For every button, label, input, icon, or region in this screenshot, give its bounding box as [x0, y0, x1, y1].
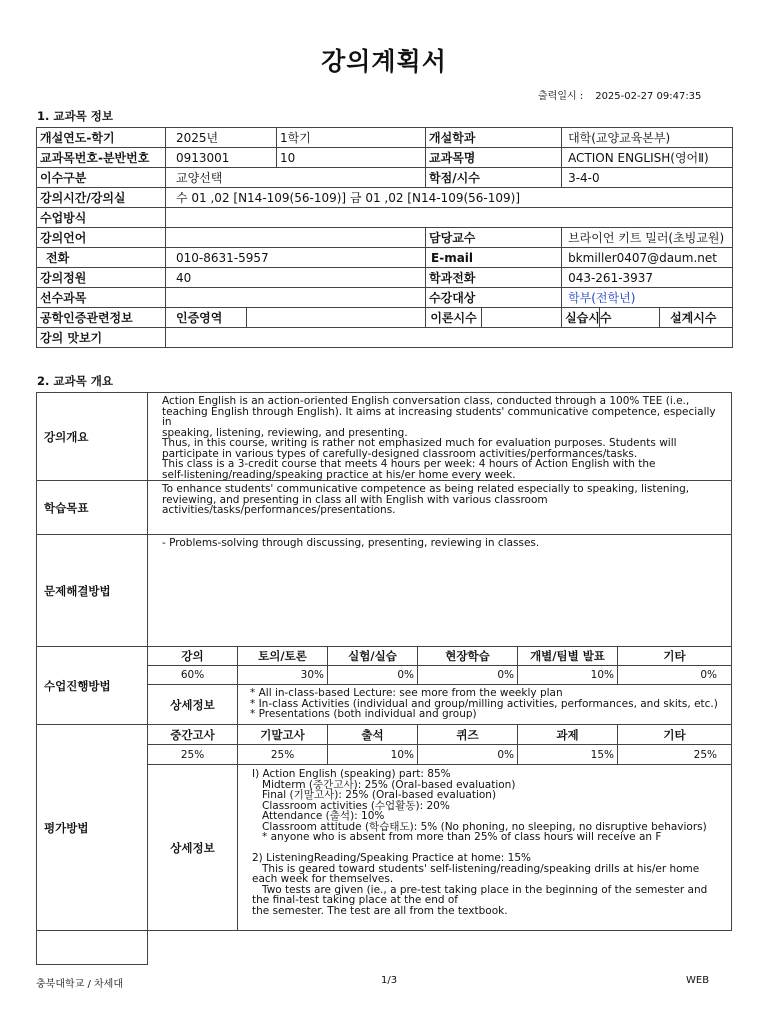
eval-value: 25% [618, 745, 732, 765]
progress-value: 60% [148, 666, 238, 685]
eval-detail-line: This is geared toward students' self-listening/reading/speaking drills at his/er home [252, 862, 700, 875]
eval-detail-line: the final-test taking place at the end of [252, 894, 458, 906]
capacity-value: 40 [166, 268, 426, 288]
phone-value: 010-8631-5957 [166, 248, 426, 268]
capacity-label: 강의정원 [37, 268, 166, 288]
eval-header: 기타 [618, 725, 732, 745]
language-value [166, 228, 426, 248]
professor-value: 브라이언 키트 밀러(초빙교원) [562, 228, 733, 248]
eval-header: 출석 [328, 725, 418, 745]
target-label: 수강대상 [426, 288, 562, 308]
eval-detail-line: each week for themselves. [252, 873, 394, 885]
progress-value: 10% [518, 666, 618, 685]
category-label: 이수구분 [37, 168, 166, 188]
footer-right: WEB [686, 975, 710, 986]
problem-line: - Problems-solving through discussing, presenting, reviewing in classes. [162, 537, 540, 549]
overview-label: 강의개요 [37, 393, 148, 481]
year-value: 2025년 [166, 128, 277, 148]
semester-value: 1학기 [277, 128, 426, 148]
progress-value: 0% [618, 666, 732, 685]
eval-detail-line: the semester. The test are all from the textbook. [252, 904, 508, 917]
practice-hours-label: 실습시수 [562, 308, 600, 328]
goal-line: To enhance students' communicative competence as being related especially to speaking, listening, [162, 483, 690, 495]
eval-value: 15% [518, 745, 618, 765]
page-title: 강의계획서 [321, 47, 447, 76]
progress-method-label: 수업진행방법 [37, 647, 148, 725]
eval-detail-label: 상세정보 [148, 765, 238, 931]
empty-label-cell [37, 931, 148, 965]
problem-solving-label: 문제해결방법 [37, 535, 148, 647]
overview-line: Action English is an action-oriented English conversation class, conducted through a 100% TEE (i.e., [162, 395, 690, 407]
footer-left: 충북대학교 / 차세대 [36, 979, 124, 990]
course-name-label: 교과목명 [426, 148, 562, 168]
design-hours-label: 설계시수 [660, 308, 733, 328]
dept-phone-label: 학과전화 [426, 268, 562, 288]
course-name-value: ACTION ENGLISH(영어Ⅱ) [562, 148, 733, 168]
eval-value: 25% [148, 745, 238, 765]
goal-label: 학습목표 [37, 481, 148, 535]
section-title-overview: 2. 교과목 개요 [37, 374, 113, 388]
printed-label: 출력일시 : [538, 91, 584, 102]
prereq-value [166, 288, 426, 308]
empty-content-cell [148, 931, 732, 965]
progress-value: 0% [418, 666, 518, 685]
eval-header: 기말고사 [238, 725, 328, 745]
overview-line: speaking, listening, reviewing, and presenting. [162, 426, 408, 439]
printed-value: 2025-02-27 09:47:35 [595, 91, 702, 102]
progress-detail-line: * Presentations (both individual and group) [250, 708, 477, 720]
theory-hours-value [482, 308, 562, 328]
email-label: E-mail [426, 248, 562, 268]
course-info-table [36, 127, 733, 348]
dept-phone-value: 043-261-3937 [562, 268, 733, 288]
eval-detail-line: Two tests are given (ie., a pre-test taking place in the beginning of the semester and [252, 883, 708, 896]
target-value: 학부(전학년) [562, 288, 733, 308]
course-overview-table [36, 392, 732, 965]
section-title-course-info: 1. 교과목 정보 [37, 109, 113, 123]
progress-header: 실험/실습 [328, 647, 418, 666]
course-code-value: 0913001 [166, 148, 277, 168]
prereq-label: 선수과목 [37, 288, 166, 308]
time-room-value: 수 01 ,02 [N14-109(56-109)] 금 01 ,02 [N14-109(56-109)] [166, 188, 733, 208]
goal-line: activities/tasks/performances/presentations. [162, 504, 396, 516]
credit-label: 학점/시수 [426, 168, 562, 188]
preview-label: 강의 맛보기 [37, 328, 166, 348]
eval-detail-line: Attendance (출석): 10% [252, 810, 385, 822]
progress-header: 토의/토론 [238, 647, 328, 666]
progress-header: 개별/팀별 발표 [518, 647, 618, 666]
overview-text [148, 393, 732, 481]
eval-value: 10% [328, 745, 418, 765]
progress-detail-line: * In-class Activities (individual and group/milling activities, performances, and skits, etc.) [250, 697, 718, 710]
section-no-value: 10 [277, 148, 426, 168]
printed-datetime [538, 87, 701, 102]
theory-hours-label: 이론시수 [426, 308, 482, 328]
course-code-label: 교과목번호-분반번호 [37, 148, 166, 168]
goal-line: reviewing, and presenting in class all with English with various classroom [162, 493, 548, 506]
eval-detail-line: Final (기말고사): 25% (Oral-based evaluation) [252, 789, 497, 801]
eval-detail-line: Classroom activities (수업활동): 20% [252, 799, 450, 812]
goal-text [148, 481, 732, 535]
progress-value: 30% [238, 666, 328, 685]
email-value: bkmiller0407@daum.net [562, 248, 733, 268]
overview-line: This class is a 3-credit course that meets 4 hours per week: 4 hours of Action English with the [162, 458, 656, 470]
dept-label: 개설학과 [426, 128, 562, 148]
progress-header: 기타 [618, 647, 732, 666]
eval-detail-line: 2) ListeningReading/Speaking Practice at home: 15% [252, 852, 532, 864]
time-room-label: 강의시간/강의실 [37, 188, 166, 208]
year-semester-label: 개설연도-학기 [37, 128, 166, 148]
category-value: 교양선택 [166, 168, 426, 188]
eval-detail-line: * anyone who is absent from more than 25% of class hours will receive an F [252, 831, 662, 843]
overview-line: teaching English through English). It aims at increasing students' communicative competence, especially in [162, 405, 719, 428]
eval-detail-line: Classroom attitude (학습태도): 5% (No phoning, no sleeping, no disruptive behaviors) [252, 820, 707, 833]
progress-detail-label: 상세정보 [148, 685, 238, 725]
cert-area-value [247, 308, 426, 328]
progress-detail-line: * All in-class-based Lecture: see more from the weekly plan [250, 687, 563, 699]
preview-value [166, 328, 733, 348]
footer-page-number: 1/3 [381, 975, 398, 986]
progress-detail-text [238, 685, 732, 725]
cert-label: 공학인증관련정보 [37, 308, 166, 328]
eval-value: 25% [238, 745, 328, 765]
overview-line: self-listening/reading/speaking practice at his/er home every week. [162, 468, 516, 481]
progress-header: 현장학습 [418, 647, 518, 666]
language-label: 강의언어 [37, 228, 166, 248]
eval-header: 중간고사 [148, 725, 238, 745]
credit-value: 3-4-0 [562, 168, 733, 188]
eval-detail-line: Midterm (중간고사): 25% (Oral-based evaluation) [252, 778, 516, 791]
eval-header: 퀴즈 [418, 725, 518, 745]
progress-value: 0% [328, 666, 418, 685]
problem-solving-text [148, 535, 732, 647]
progress-header: 강의 [148, 647, 238, 666]
eval-detail-text [238, 765, 732, 931]
method-value [166, 208, 733, 228]
overview-line: participate in various types of carefully-designed classroom activities/performances/tasks. [162, 447, 638, 460]
eval-detail-line: I) Action English (speaking) part: 85% [252, 768, 451, 780]
phone-label: 전화 [37, 248, 166, 268]
dept-value: 대학(교양교육본부) [562, 128, 733, 148]
eval-value: 0% [418, 745, 518, 765]
overview-line: Thus, in this course, writing is rather not emphasized much for evaluation purposes. Students will [162, 437, 677, 449]
method-label: 수업방식 [37, 208, 166, 228]
eval-header: 과제 [518, 725, 618, 745]
professor-label: 담당교수 [426, 228, 562, 248]
cert-area-label: 인증영역 [166, 308, 247, 328]
evaluation-label: 평가방법 [37, 725, 148, 931]
